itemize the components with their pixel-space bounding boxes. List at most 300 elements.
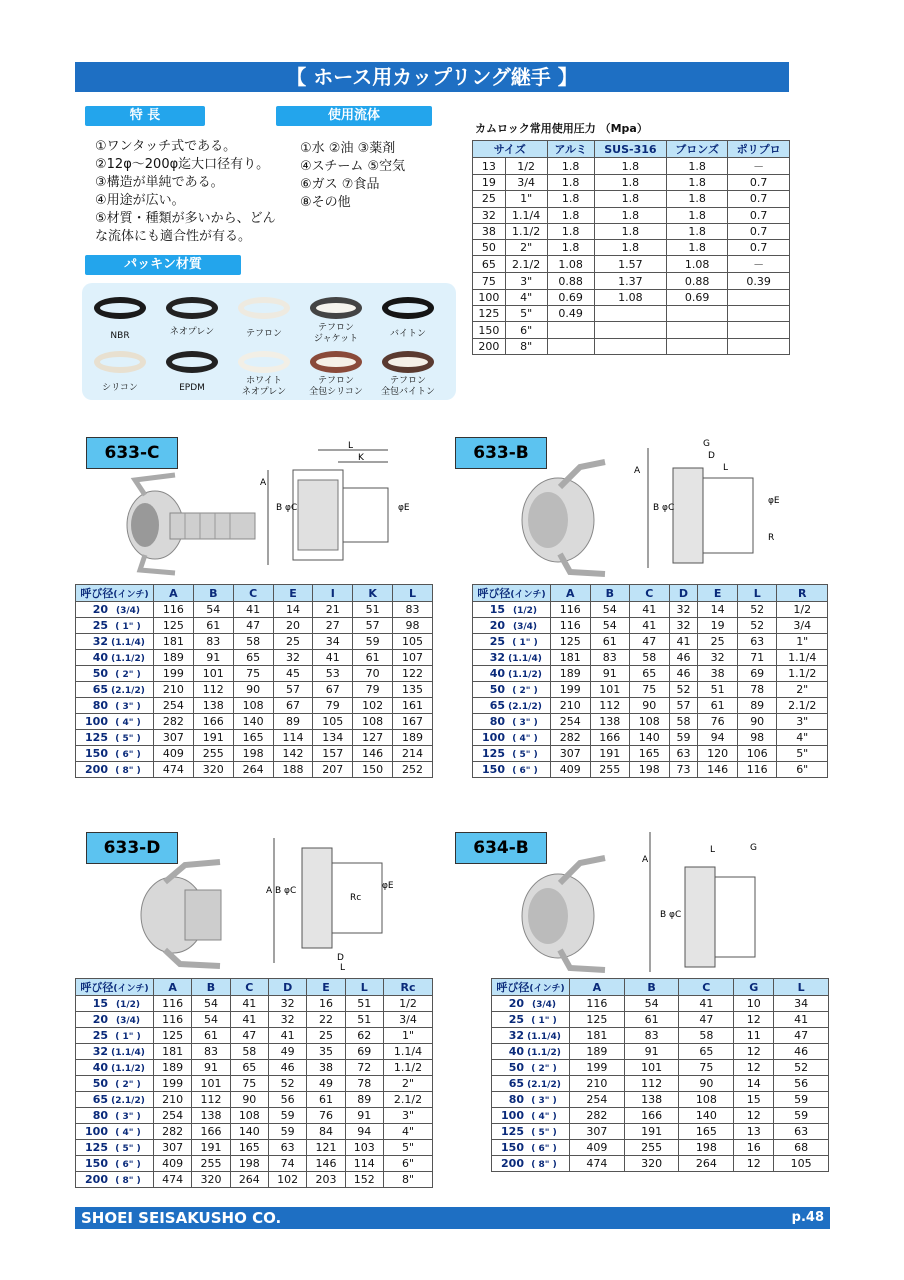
pressure-cell (728, 338, 790, 354)
nominal-size-cell (76, 618, 154, 634)
nominal-header-text: 呼び径 (80, 981, 114, 994)
dimension-cell: 146 (307, 1156, 345, 1172)
pressure-cell: 1.8 (666, 175, 727, 191)
nominal-mm: 20 (92, 1013, 108, 1026)
dimension-cell: 11 (734, 1028, 774, 1044)
dimension-cell: 1.1/2 (777, 666, 828, 682)
dimension-cell: 125 (154, 618, 194, 634)
dimension-cell: 282 (570, 1108, 625, 1124)
pressure-row (473, 306, 790, 322)
model-label-633b: 633-B (455, 437, 547, 469)
pressure-cell: 6" (505, 322, 547, 338)
dimension-header-cell: B (193, 585, 233, 602)
nominal-size-cell (492, 1140, 570, 1156)
dimension-cell: 54 (624, 996, 679, 1012)
dimension-cell: 134 (313, 730, 353, 746)
dimension-cell: 1" (383, 1028, 432, 1044)
nominal-inch: ( 6" ) (512, 766, 538, 776)
dimension-cell: 69 (345, 1044, 383, 1060)
dimension-cell: 282 (551, 730, 591, 746)
nominal-size-cell (473, 618, 551, 634)
nominal-inch: (1.1/4) (508, 654, 542, 664)
dimension-header-cell: C (630, 585, 670, 602)
nominal-size-cell (473, 602, 551, 618)
nominal-mm: 50 (92, 1077, 108, 1090)
dimension-cell: 105 (774, 1156, 829, 1172)
dimension-cell: 161 (393, 698, 433, 714)
dimension-cell: 46 (268, 1060, 306, 1076)
nominal-size-cell (76, 1092, 154, 1108)
nominal-mm: 25 (92, 1029, 108, 1042)
dimension-cell: 210 (154, 682, 194, 698)
nominal-inch: ( 4" ) (531, 1112, 557, 1122)
table-row (76, 634, 433, 650)
coupler-633c-drawing (258, 440, 410, 585)
nominal-size-cell (76, 650, 154, 666)
pressure-cell: 0.7 (728, 240, 790, 256)
dimension-cell: 57 (353, 618, 393, 634)
nominal-size-cell (76, 1076, 154, 1092)
nominal-size-cell (76, 714, 154, 730)
nominal-unit-text: (インチ) (113, 984, 149, 994)
dimension-cell: 102 (268, 1172, 306, 1188)
dimension-header-cell: Rc (383, 979, 432, 996)
dimension-cell: 108 (230, 1108, 268, 1124)
gasket-ring-icon (382, 351, 434, 373)
pressure-cell: 1.37 (594, 273, 666, 289)
svg-text:L: L (710, 845, 716, 855)
fluid-item: ①水 ②油 ③薬剤 (300, 141, 396, 156)
pressure-cell: 1.1/4 (505, 207, 547, 223)
table-row (473, 714, 828, 730)
dimension-cell: 191 (193, 730, 233, 746)
nominal-size-cell (473, 714, 551, 730)
dimension-cell: 35 (307, 1044, 345, 1060)
nominal-mm: 80 (489, 715, 505, 728)
dimension-cell: 125 (154, 1028, 192, 1044)
pressure-cell: 100 (473, 289, 506, 305)
dimension-cell: 19 (698, 618, 738, 634)
gasket-name: EPDM (179, 383, 205, 393)
dimension-cell: 58 (630, 650, 670, 666)
pressure-header-cell: ブロンズ (666, 141, 727, 158)
pressure-cell: 75 (473, 273, 506, 289)
dimension-cell: 59 (268, 1108, 306, 1124)
dimension-cell: 3/4 (777, 618, 828, 634)
dimension-cell: 264 (230, 1172, 268, 1188)
dimension-cell: 52 (774, 1060, 829, 1076)
dimension-cell: 112 (590, 698, 630, 714)
dimension-cell: 3" (777, 714, 828, 730)
dimension-cell: 140 (679, 1108, 734, 1124)
nominal-mm: 32 (489, 651, 505, 664)
dimension-header-cell: C (230, 979, 268, 996)
svg-text:A: A (642, 855, 649, 865)
pressure-cell: 1.1/2 (505, 223, 547, 239)
dimension-cell: 166 (590, 730, 630, 746)
dimension-cell: 41 (774, 1012, 829, 1028)
pressure-cell: 150 (473, 322, 506, 338)
dimension-cell: 94 (345, 1124, 383, 1140)
dimension-cell: 101 (624, 1060, 679, 1076)
pressure-cell: 200 (473, 338, 506, 354)
dimension-cell: 165 (230, 1140, 268, 1156)
pressure-cell: 0.88 (547, 273, 594, 289)
nominal-mm: 15 (92, 997, 108, 1010)
pressure-cell: 1.08 (666, 256, 727, 273)
dimension-cell: 75 (233, 666, 273, 682)
dimension-cell: 61 (624, 1012, 679, 1028)
pressure-cell: 1.8 (666, 240, 727, 256)
dimension-cell: 62 (345, 1028, 383, 1044)
dimension-cell: 57 (669, 698, 698, 714)
company-name: SHOEI SEISAKUSHO CO. (81, 1209, 282, 1227)
dimension-cell: 181 (570, 1028, 625, 1044)
table-row (76, 1012, 433, 1028)
svg-text:φE: φE (398, 503, 410, 513)
dimension-cell: 16 (734, 1140, 774, 1156)
dimension-cell: 90 (630, 698, 670, 714)
dimension-cell: 108 (630, 714, 670, 730)
dimension-header-cell: C (679, 979, 734, 996)
dimension-cell: 3/4 (383, 1012, 432, 1028)
dimension-cell: 41 (313, 650, 353, 666)
dimension-cell: 52 (737, 618, 777, 634)
nominal-header-cell (76, 979, 154, 996)
svg-text:A: A (634, 466, 641, 476)
pressure-row (473, 338, 790, 354)
dimension-cell: 4" (383, 1124, 432, 1140)
model-label-633d: 633-D (86, 832, 178, 864)
nominal-inch: ( 4" ) (115, 1128, 141, 1138)
dimension-cell: 32 (268, 996, 306, 1012)
pressure-cell: 5" (505, 306, 547, 322)
dimension-cell: 210 (154, 1092, 192, 1108)
dimension-cell: 70 (353, 666, 393, 682)
pressure-row (473, 207, 790, 223)
nominal-mm: 200 (85, 1173, 108, 1186)
features-label: 特 長 (85, 106, 205, 126)
dimension-cell: 10 (734, 996, 774, 1012)
gasket-name: ホワイト ネオプレン (241, 376, 287, 397)
dimension-cell: 108 (233, 698, 273, 714)
table-row (492, 996, 829, 1012)
dimension-cell: 78 (345, 1076, 383, 1092)
dimension-cell: 2" (383, 1076, 432, 1092)
dimension-cell: 307 (570, 1124, 625, 1140)
coupler-634b-photo (510, 858, 620, 973)
dimension-cell: 83 (192, 1044, 230, 1060)
dimension-cell: 191 (590, 746, 630, 762)
nominal-mm: 50 (508, 1061, 524, 1074)
dimension-cell: 5" (383, 1140, 432, 1156)
pressure-cell: 1.8 (547, 158, 594, 175)
pressure-cell: 1.8 (547, 175, 594, 191)
pressure-row (473, 273, 790, 289)
nominal-inch: ( 5" ) (531, 1128, 557, 1138)
pressure-header-row (473, 141, 790, 158)
dimension-cell: 14 (698, 602, 738, 618)
pressure-cell (728, 289, 790, 305)
nominal-mm: 25 (92, 619, 108, 632)
nominal-size-cell (76, 1172, 154, 1188)
pressure-cell: 1.8 (547, 207, 594, 223)
dimension-cell: 21 (313, 602, 353, 618)
nominal-mm: 80 (92, 1109, 108, 1122)
dimension-cell: 65 (630, 666, 670, 682)
nominal-inch: ( 6" ) (531, 1144, 557, 1154)
nominal-size-cell (473, 634, 551, 650)
dimension-cell: 59 (268, 1124, 306, 1140)
pressure-row (473, 322, 790, 338)
pressure-header-cell: SUS-316 (594, 141, 666, 158)
gasket-name: バイトン (389, 329, 426, 339)
dimension-cell: 409 (551, 762, 591, 778)
dimension-cell: 71 (737, 650, 777, 666)
dimension-cell: 207 (313, 762, 353, 778)
svg-text:G: G (703, 439, 710, 449)
dimension-cell: 32 (698, 650, 738, 666)
pressure-cell: 1.8 (594, 223, 666, 239)
dimension-cell: 38 (307, 1060, 345, 1076)
table-row (76, 1060, 433, 1076)
dimension-header-cell: B (192, 979, 230, 996)
table-row (76, 1172, 433, 1188)
dimension-cell: 58 (230, 1044, 268, 1060)
dimension-cell: 94 (698, 730, 738, 746)
dimension-header-cell: A (154, 585, 194, 602)
nominal-inch: ( 4" ) (512, 734, 538, 744)
dimension-cell: 52 (737, 602, 777, 618)
dimension-cell: 46 (774, 1044, 829, 1060)
dimension-cell: 254 (154, 1108, 192, 1124)
dimension-cell: 32 (268, 1012, 306, 1028)
nominal-size-cell (76, 1012, 154, 1028)
dimension-cell: 91 (590, 666, 630, 682)
table-row (76, 1044, 433, 1060)
dimension-header-cell: I (313, 585, 353, 602)
gasket-ring-icon (238, 351, 290, 373)
dimension-cell: 101 (192, 1076, 230, 1092)
nominal-mm: 100 (85, 715, 108, 728)
pressure-row (473, 240, 790, 256)
page-title: 【 ホース用カップリング継手 】 (75, 62, 789, 92)
dimension-cell: 75 (630, 682, 670, 698)
dimension-cell: 121 (307, 1140, 345, 1156)
dimension-cell: 105 (393, 634, 433, 650)
pressure-cell: － (728, 256, 790, 273)
dimension-cell: 57 (273, 682, 313, 698)
dimension-cell: 114 (345, 1156, 383, 1172)
dimension-cell: 22 (307, 1012, 345, 1028)
nominal-inch: (1.1/4) (111, 638, 145, 648)
nominal-mm: 200 (85, 763, 108, 776)
dimension-cell: 90 (679, 1076, 734, 1092)
dimension-cell: 135 (393, 682, 433, 698)
dimension-cell: 52 (669, 682, 698, 698)
svg-text:B φC: B φC (276, 503, 298, 513)
dimension-cell: 474 (570, 1156, 625, 1172)
page-number: p.48 (791, 1210, 824, 1225)
pressure-cell: 19 (473, 175, 506, 191)
table-row (492, 1028, 829, 1044)
dimension-cell: 112 (193, 682, 233, 698)
dimension-cell: 101 (590, 682, 630, 698)
pressure-row (473, 256, 790, 273)
pressure-header-cell: アルミ (547, 141, 594, 158)
nominal-inch: (1.1/4) (527, 1032, 561, 1042)
dimension-cell: 59 (669, 730, 698, 746)
dimension-cell: 13 (734, 1124, 774, 1140)
pressure-cell: 4" (505, 289, 547, 305)
table-633b (472, 584, 828, 778)
dimension-cell: 116 (570, 996, 625, 1012)
nominal-inch: ( 6" ) (115, 1160, 141, 1170)
dimension-cell: 198 (230, 1156, 268, 1172)
pressure-header-cell: サイズ (473, 141, 548, 158)
dimension-cell: 409 (154, 746, 194, 762)
nominal-unit-text: (インチ) (113, 590, 149, 600)
dimension-cell: 307 (551, 746, 591, 762)
dimension-cell: 51 (698, 682, 738, 698)
pressure-table (472, 140, 790, 355)
dimension-cell: 107 (393, 650, 433, 666)
dimension-cell: 51 (345, 996, 383, 1012)
table-row (492, 1092, 829, 1108)
pressure-header-cell: ポリプロ (728, 141, 790, 158)
dimension-cell: 106 (737, 746, 777, 762)
nominal-size-cell (76, 1156, 154, 1172)
dimension-cell: 1.1/4 (383, 1044, 432, 1060)
nominal-mm: 80 (508, 1093, 524, 1106)
dimension-cell: 59 (353, 634, 393, 650)
dimension-cell: 6" (383, 1156, 432, 1172)
nominal-mm: 65 (489, 699, 505, 712)
nominal-size-cell (492, 1060, 570, 1076)
table-row (492, 1124, 829, 1140)
dimension-cell: 89 (345, 1092, 383, 1108)
dimension-cell: 122 (393, 666, 433, 682)
dimension-cell: 78 (737, 682, 777, 698)
table-row (76, 746, 433, 762)
dimension-cell: 140 (230, 1124, 268, 1140)
nominal-mm: 150 (482, 763, 505, 776)
dimension-header-cell: D (268, 979, 306, 996)
nominal-inch: ( 5" ) (115, 1144, 141, 1154)
table-row (76, 602, 433, 618)
dimension-cell: 54 (590, 602, 630, 618)
nominal-mm: 65 (92, 1093, 108, 1106)
nominal-size-cell (492, 1092, 570, 1108)
dimension-cell: 63 (268, 1140, 306, 1156)
table-row (473, 698, 828, 714)
nominal-mm: 20 (508, 997, 524, 1010)
dimension-cell: 255 (192, 1156, 230, 1172)
dimension-cell: 12 (734, 1060, 774, 1076)
dimension-cell: 102 (353, 698, 393, 714)
nominal-size-cell (76, 666, 154, 682)
pressure-cell: 0.69 (547, 289, 594, 305)
dimension-cell: 54 (192, 996, 230, 1012)
dimension-cell: 89 (273, 714, 313, 730)
dimension-cell: 189 (393, 730, 433, 746)
dimension-cell: 2" (777, 682, 828, 698)
pressure-cell: 1.8 (547, 240, 594, 256)
dimension-header-cell: E (273, 585, 313, 602)
nominal-size-cell (492, 1076, 570, 1092)
pressure-cell: 1.8 (666, 223, 727, 239)
dimension-cell: 203 (307, 1172, 345, 1188)
dimension-cell: 90 (737, 714, 777, 730)
table-row (473, 634, 828, 650)
dimension-cell: 150 (353, 762, 393, 778)
pressure-cell (547, 338, 594, 354)
coupler-633d-drawing (262, 808, 412, 973)
gasket-name: シリコン (102, 383, 138, 393)
nominal-mm: 25 (489, 635, 505, 648)
dimension-cell: 116 (551, 602, 591, 618)
nominal-inch: ( 5" ) (115, 734, 141, 744)
dimension-header-cell: L (774, 979, 829, 996)
dimension-cell: 116 (154, 996, 192, 1012)
dimension-header-cell: K (353, 585, 393, 602)
dimension-cell: 61 (353, 650, 393, 666)
dimension-cell: 46 (669, 666, 698, 682)
dimension-cell: 157 (313, 746, 353, 762)
nominal-inch: (1/2) (512, 606, 538, 616)
fluids-label: 使用流体 (276, 106, 432, 126)
pressure-cell: 1.08 (547, 256, 594, 273)
dimension-cell: 59 (774, 1108, 829, 1124)
gasket-name: テフロン 全包バイトン (380, 376, 435, 397)
dimension-cell: 76 (307, 1108, 345, 1124)
pressure-cell (594, 322, 666, 338)
dimension-cell: 114 (273, 730, 313, 746)
dimension-cell: 264 (233, 762, 273, 778)
dimension-cell: 47 (233, 618, 273, 634)
nominal-mm: 40 (92, 651, 108, 664)
nominal-mm: 150 (85, 747, 108, 760)
dimension-cell: 49 (268, 1044, 306, 1060)
nominal-inch: ( 1" ) (531, 1016, 557, 1026)
nominal-inch: ( 3" ) (115, 1112, 141, 1122)
nominal-size-cell (473, 682, 551, 698)
dimension-cell: 51 (345, 1012, 383, 1028)
dimension-header-row (76, 979, 433, 996)
table-row (473, 666, 828, 682)
dimension-cell: 98 (737, 730, 777, 746)
nominal-header-text: 呼び径 (496, 981, 530, 994)
dimension-cell: 56 (774, 1076, 829, 1092)
dimension-header-cell: E (307, 979, 345, 996)
dimension-header-cell: E (698, 585, 738, 602)
dimension-cell: 199 (551, 682, 591, 698)
fluid-item: ⑧その他 (300, 195, 351, 210)
dimension-cell: 79 (353, 682, 393, 698)
nominal-inch: (1.1/2) (111, 1064, 145, 1074)
dimension-cell: 254 (551, 714, 591, 730)
dimension-cell: 47 (230, 1028, 268, 1044)
gasket-ring-icon (166, 297, 218, 319)
nominal-mm: 125 (501, 1125, 524, 1138)
svg-text:φE: φE (768, 496, 780, 506)
svg-text:L: L (340, 963, 346, 973)
table-row (76, 682, 433, 698)
pressure-cell: 2" (505, 240, 547, 256)
dimension-cell: 199 (154, 666, 194, 682)
dimension-cell: 91 (345, 1108, 383, 1124)
nominal-inch: (1.1/2) (111, 654, 145, 664)
